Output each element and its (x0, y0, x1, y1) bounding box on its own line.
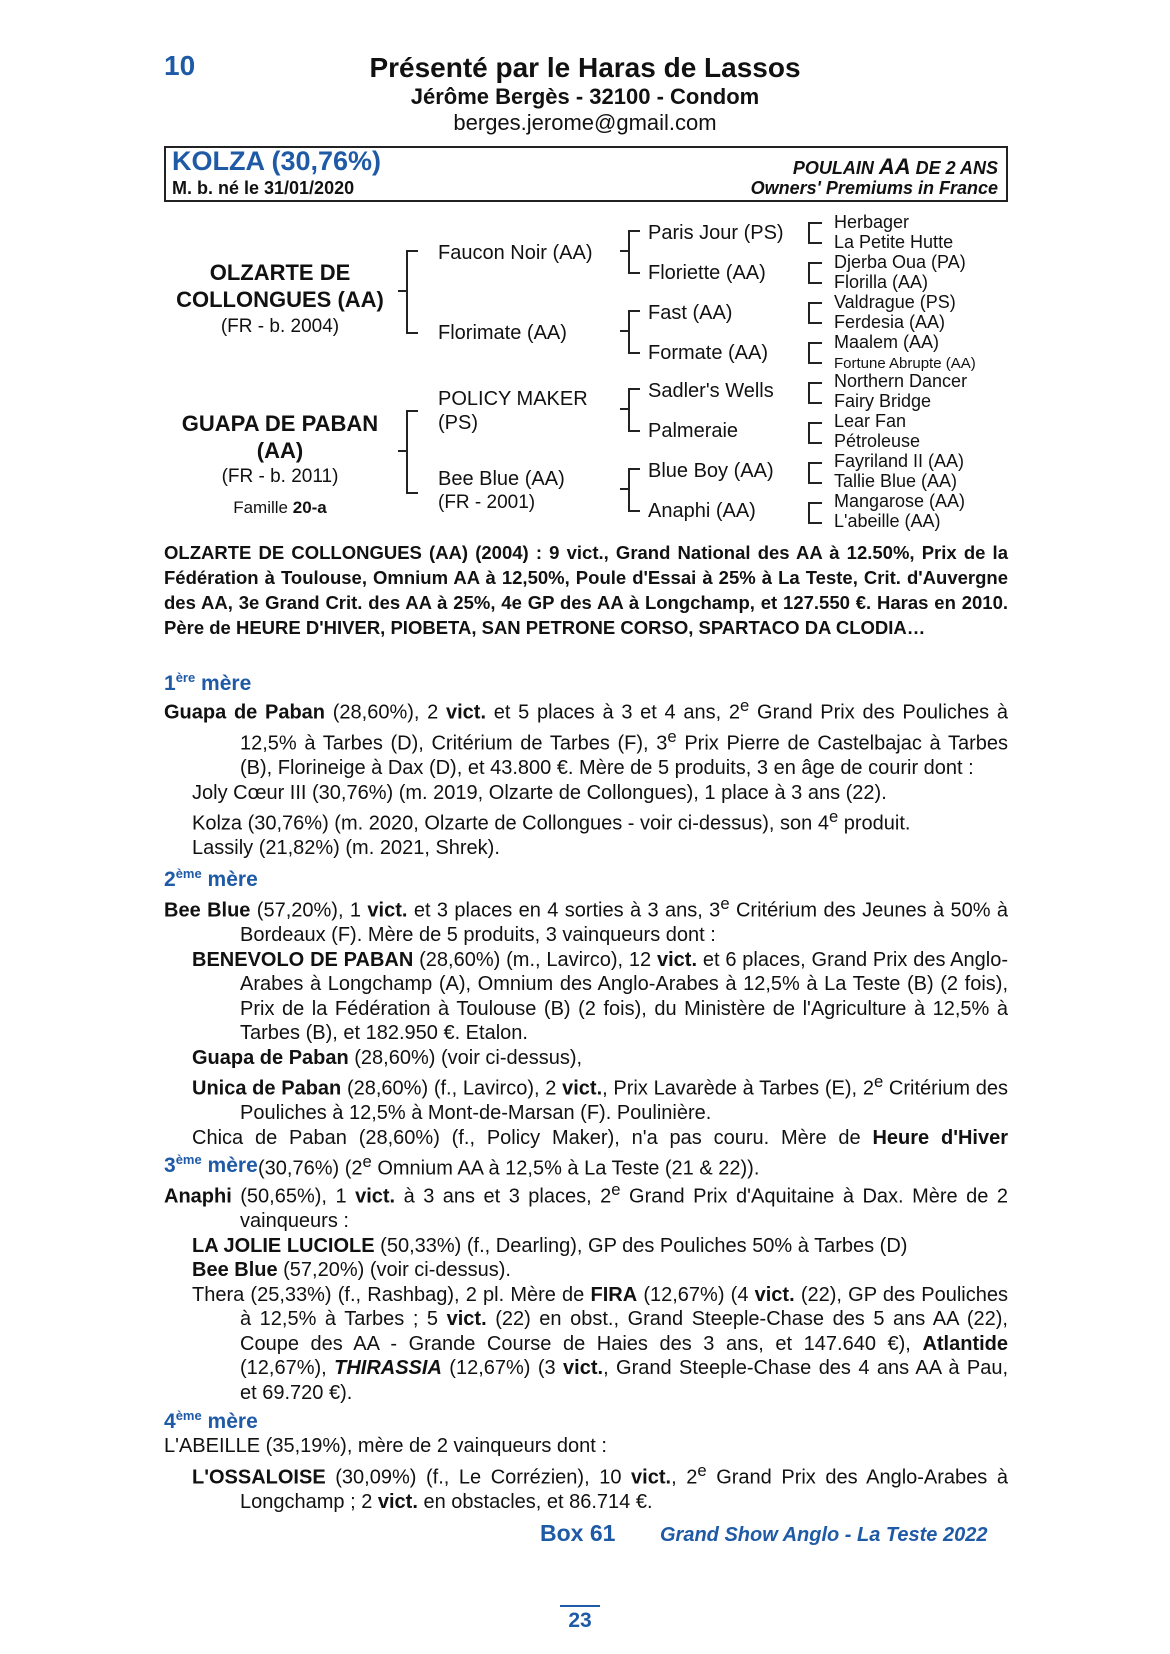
section-num: 3 (164, 1154, 176, 1177)
pedigree-g2: (FR - 2001) (438, 492, 536, 513)
page-number: 23 (560, 1605, 600, 1633)
bracket-g3 (808, 302, 822, 324)
third-dam-text: Anaphi (50,65%), 1 vict. à 3 ans et 3 places, 2e Grand Prix d'Aquitaine à Dax. Mère de 2 vainqueurs : (164, 1180, 1008, 1233)
pedigree-g2: POLICY MAKER (438, 388, 588, 410)
bracket-g2 (628, 230, 640, 274)
pedigree-g3: Floriette (AA) (648, 262, 766, 284)
bracket-g3 (808, 342, 822, 364)
pedigree-g2: Bee Blue (AA) (438, 468, 565, 490)
bracket-g3 (808, 502, 822, 524)
pedigree-sire (160, 259, 400, 313)
pedigree-g4: Pétroleuse (834, 431, 921, 451)
section-4eme-mere (164, 1408, 258, 1434)
produce-row: Thera (25,33%) (f., Rashbag), 2 pl. Mère de FIRA (12,67%) (4 vict. (22), GP des Pouliches à 12,5% à Tarbes ; 5 vict. (22) en obst., Grand Steeple-Chase des 5 ans AA (22), Coupe des AA - Grande Course de Haies des 3 ans, et 147.640 €), Atlantide (12,67%), THIRASSIA (12,67%) (3 vict., Grand Steeple-Chase des 4 ans AA à Pau, et 69.720 €). (192, 1283, 1009, 1404)
pedigree-g2: Florimate (AA) (438, 322, 567, 344)
bracket-sire-tick (398, 290, 408, 292)
section-2eme-mere (164, 866, 258, 892)
pedigree-g4: Fayriland II (AA) (834, 451, 965, 471)
presenter-title: Présenté par le Haras de Lassos (369, 52, 801, 83)
bracket-dam-tick (398, 450, 408, 452)
fourth-dam-paragraph (164, 1434, 1008, 1514)
first-dam-paragraph (164, 694, 1008, 861)
pedigree-g2: Faucon Noir (AA) (438, 242, 593, 264)
section-sup: ème (175, 1152, 202, 1167)
section-num: 1 (164, 672, 176, 695)
pedigree (0, 0, 1170, 540)
bracket-g2 (628, 468, 640, 512)
bracket-g2-tick (620, 250, 630, 252)
section-label: mère (195, 672, 252, 695)
produce-row: BENEVOLO DE PABAN (28,60%) (m., Lavirco), 12 vict. et 6 places, Grand Prix des Anglo-Arabes à Longchamp (A), Omnium des Anglo-Arabes à 12,5% à La Teste (B) (2 fois), Prix de la Fédération à Toulouse (B) (2 fois), du Ministère de l'Agriculture à 12,5% à Tarbes (B), et 182.950 €. Etalon. (192, 948, 1008, 1045)
pedigree-g3: Blue Boy (AA) (648, 460, 774, 482)
bracket-g2 (628, 310, 640, 354)
section-sup: ème (175, 1408, 202, 1423)
bracket-dam (406, 410, 418, 494)
horse-birth: M. b. né le 31/01/2020 (172, 178, 355, 198)
produce-row: LA JOLIE LUCIOLE (50,33%) (f., Dearling), GP des Pouliches 50% à Tarbes (D) (192, 1234, 908, 1257)
section-label: mère (201, 868, 258, 891)
pedigree-dam-line2: (AA) (256, 438, 304, 463)
pedigree-g4: Tallie Blue (AA) (834, 471, 958, 491)
second-dam-text: Bee Blue (57,20%), 1 vict. et 3 places en 4 sorties à 3 ans, 3e Critérium des Jeunes à 50% à Bordeaux (F). Mère de 5 produits, 3 vainqueurs dont : (164, 894, 1008, 947)
pedigree-dam-line1: GUAPA DE PABAN (181, 411, 379, 436)
section-1ere-mere (164, 670, 251, 696)
produce-row: Unica de Paban (28,60%) (f., Lavirco), 2 vict., Prix Lavarède à Tarbes (E), 2e Critérium des Pouliches à 12,5% à Mont-de-Marsan (F). Poulinière. (192, 1072, 1009, 1125)
produce-row: Lassily (21,82%) (m. 2021, Shrek). (192, 837, 500, 860)
pedigree-g3: Anaphi (AA) (648, 500, 756, 522)
bracket-g3 (808, 382, 822, 404)
pedigree-g4: L'abeille (AA) (834, 511, 941, 531)
pedigree-g4: Fortune Abrupte (AA) (834, 355, 976, 372)
section-num: 4 (164, 1410, 176, 1433)
pedigree-g3: Fast (AA) (648, 302, 733, 324)
pedigree-family (160, 498, 400, 518)
pedigree-g3: Formate (AA) (648, 342, 769, 364)
produce-row: Joly Cœur III (30,76%) (m. 2019, Olzarte de Collongues), 1 place à 3 ans (22). (192, 781, 887, 804)
pedigree-dam (160, 410, 400, 464)
produce-row: Chica de Paban (28,60%) (f., Policy Maker), n'a pas couru. Mère de Heure d'Hiver (30,76%) (2e Omnium AA à 12,5% à La Teste (21 & 22)). (192, 1126, 1009, 1180)
pedigree-g4: Maalem (AA) (834, 332, 940, 352)
footer-box: Box 61 (540, 1520, 616, 1546)
bracket-g2 (628, 388, 640, 432)
footer-show: Grand Show Anglo - La Teste 2022 (660, 1524, 988, 1546)
produce-row: L'OSSALOISE (30,09%) (f., Le Corrézien), 10 vict., 2e Grand Prix des Anglo-Arabes à Longchamp ; 2 vict. en obstacles, et 86.714 €. (192, 1460, 1008, 1513)
pedigree-g4: Djerba Oua (PA) (834, 252, 966, 272)
owner-email[interactable]: berges.jerome@gmail.com (453, 110, 717, 135)
family-value: 20-a (292, 498, 327, 517)
family-label: Famille (233, 498, 293, 517)
horse-name: KOLZA (30,76%) (172, 146, 382, 176)
pedigree-g3: Palmeraie (648, 420, 739, 442)
pedigree-g4: Herbager (834, 212, 910, 232)
pedigree-g3: Paris Jour (PS) (648, 222, 784, 244)
produce-row: Guapa de Paban (28,60%) (voir ci-dessus), (192, 1046, 583, 1069)
pedigree-sire-line2: COLLONGUES (AA) (176, 287, 384, 312)
third-dam-paragraph (164, 1178, 1008, 1405)
bracket-g2-tick (620, 330, 630, 332)
sire-notes: OLZARTE DE COLLONGUES (AA) (2004) : 9 vict., Grand National des AA à 12.50%, Prix de la Fédération à Toulouse, Omnium AA à 12,50%, Poule d'Essai à 25% à La Teste, Crit. d'Auvergne des AA, 3e Grand Crit. des AA à 25%, 4e GP des AA à Longchamp, et 127.550 €. Haras en 2010. Père de HEURE D'HIVER, PIOBETA, SAN PETRONE CORSO, SPARTACO DA CLODIA… (164, 542, 1008, 638)
bracket-g3 (808, 222, 822, 244)
section-num: 2 (164, 868, 176, 891)
bracket-g3 (808, 462, 822, 484)
first-dam-text: Guapa de Paban (28,60%), 2 vict. et 5 places à 3 et 4 ans, 2e Grand Prix des Pouliches à 12,5% à Tarbes (D), Critérium de Tarbes (F), 3e Prix Pierre de Castelbajac à Tarbes (B), Florineige à Dax (D), et 43.800 €. Mère de 5 produits, 3 en âge de courir dont : (164, 696, 1008, 780)
pedigree-g4: Ferdesia (AA) (834, 312, 946, 332)
section-3eme-mere (164, 1152, 258, 1178)
pedigree-g4: La Petite Hutte (834, 232, 954, 252)
second-dam-paragraph (164, 892, 1008, 1181)
bracket-g2-tick (620, 488, 630, 490)
pedigree-g2: (PS) (438, 412, 478, 434)
horse-desc-breed: AA (878, 154, 911, 179)
section-label: mère (201, 1154, 258, 1177)
horse-premiums: Owners' Premiums in France (750, 178, 998, 198)
lot-number: 10 (164, 50, 196, 81)
pedigree-g4: Mangarose (AA) (834, 491, 966, 511)
pedigree-g4: Fairy Bridge (834, 391, 932, 411)
produce-row: Bee Blue (57,20%) (voir ci-dessus). (192, 1259, 511, 1282)
owner-address: Jérôme Bergès - 32100 - Condom (410, 84, 760, 109)
fourth-dam-text: L'ABEILLE (35,19%), mère de 2 vainqueurs dont : (164, 1435, 607, 1457)
section-sup: ère (175, 670, 196, 685)
bracket-g3 (808, 262, 822, 284)
bracket-sire (406, 250, 418, 334)
pedigree-g4: Florilla (AA) (834, 272, 929, 292)
pedigree-g4: Lear Fan (834, 411, 907, 431)
pedigree-dam-info: (FR - b. 2011) (221, 466, 339, 487)
produce-row: Kolza (30,76%) (m. 2020, Olzarte de Collongues - voir ci-dessus), son 4e produit. (192, 807, 911, 835)
section-label: mère (201, 1410, 258, 1433)
pedigree-sire-info: (FR - b. 2004) (220, 316, 340, 337)
horse-desc-suffix: DE 2 ANS (910, 158, 998, 178)
pedigree-g4: Valdrague (PS) (834, 292, 956, 312)
pedigree-g3: Sadler's Wells (648, 380, 774, 402)
bracket-g2-tick (620, 408, 630, 410)
section-sup: ème (175, 866, 202, 881)
horse-desc-prefix: POULAIN (792, 158, 879, 178)
pedigree-g4: Northern Dancer (834, 371, 968, 391)
bracket-g3 (808, 422, 822, 444)
pedigree-sire-line1: OLZARTE DE (209, 260, 351, 285)
